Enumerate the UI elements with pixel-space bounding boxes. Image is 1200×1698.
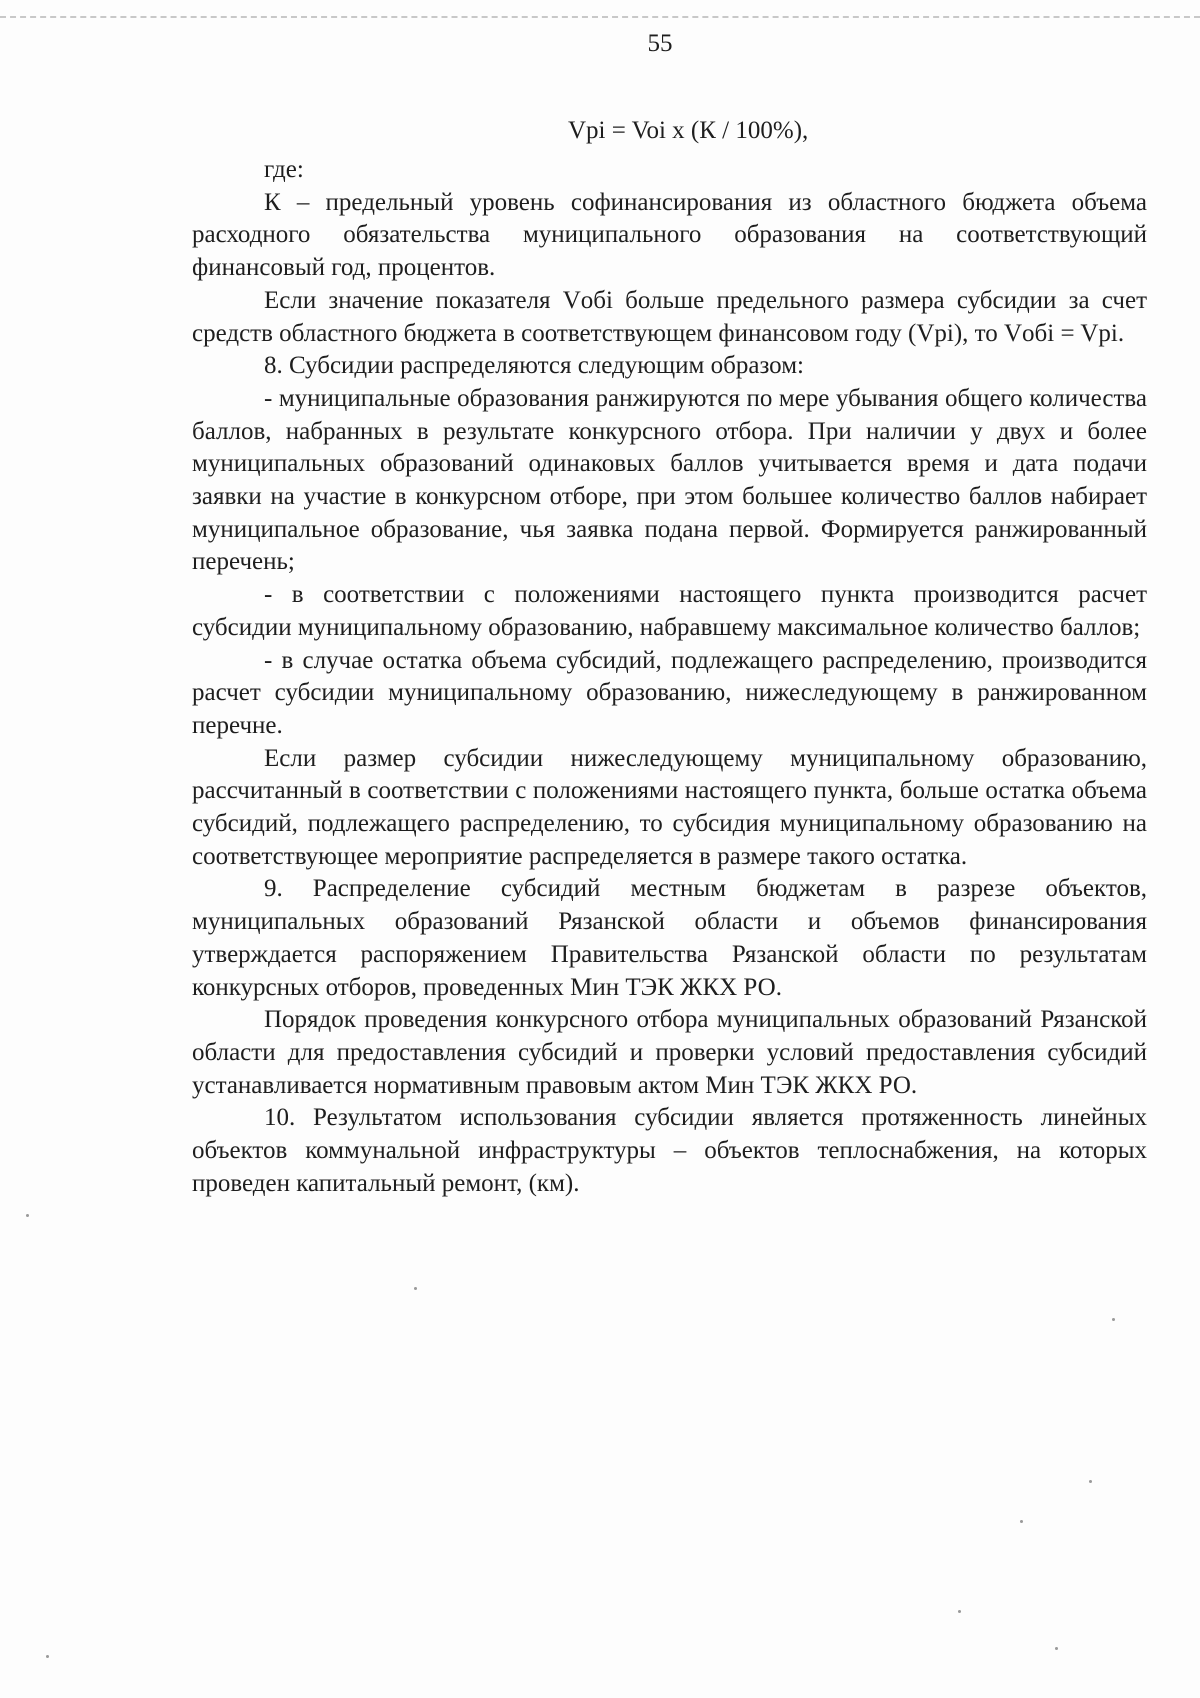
paragraph-item-9: 9. Распределение субсидий местным бюджетам в разрезе объектов, муниципальных образований Рязанской области и объемов финансирования утверждается распоряжением Правительства Рязанской области по результатам конкурсных отборов, проведенных Мин ТЭК ЖКХ РО. (192, 875, 1147, 1001)
paragraph-remainder-calculation: - в случае остатка объема субсидий, подлежащего распределению, производится расчет субсидии муниципальному образованию, нижеследующему в ранжированном перечне. (192, 646, 1147, 739)
paragraph-remainder-distribution: Если размер субсидии нижеследующему муниципальному образованию, рассчитанный в соответствии с положениями настоящего пункта, больше остатка объема субсидий, подлежащего распределению, то субсидия муниципальному образованию на соответствующее мероприятие распределяется в размере такого остатка. (192, 744, 1147, 870)
scan-speck (414, 1287, 417, 1290)
paragraph-item-8-heading: 8. Субсидии распределяются следующим образом: (264, 352, 804, 380)
scan-speck (1089, 1480, 1092, 1483)
scan-speck (1055, 1647, 1058, 1650)
paragraph-item-10: 10. Результатом использования субсидии является протяженность линейных объектов коммунальной инфраструктуры – объектов теплоснабжения, на которых проведен капитальный ремонт, (км). (192, 1104, 1147, 1197)
formula: Vpi = Voi x (К / 100%), (568, 117, 809, 144)
paragraph-vobi-condition: Если значение показателя Vобi больше предельного размера субсидии за счет средств областного бюджета в соответствующем финансовом году (Vpi), то Vобi = Vpi. (192, 286, 1147, 347)
paragraph-selection-procedure: Порядок проведения конкурсного отбора муниципальных образований Рязанской области для предоставления субсидий и проверки условий предоставления субсидий устанавливается нормативным правовым актом Мин ТЭК ЖКХ РО. (192, 1006, 1147, 1099)
paragraph-first-calculation: - в соответствии с положениями настоящего пункта производится расчет субсидии муниципальному образованию, набравшему максимальное количество баллов; (192, 581, 1147, 641)
scan-speck (26, 1214, 29, 1217)
paragraph-where: где: (264, 156, 304, 183)
paragraph-ranking-rule: - муниципальные образования ранжируются по мере убывания общего количества баллов, набранных в результате конкурсного отбора. При наличии у двух и более муниципальных образований одинаковых баллов учитывается время и дата подачи заявки на участие в конкурсном отборе, при этом большее количество баллов набирает муниципальное образование, чья заявка подана первой. Формируется ранжированный перечень; (192, 384, 1147, 576)
scan-speck (1112, 1318, 1115, 1321)
scan-top-edge (0, 16, 1200, 18)
paragraph-k-definition: К – предельный уровень софинансирования из областного бюджета объема расходного обязательства муниципального образования на соответствующий финансовый год, процентов. (192, 188, 1147, 282)
page-number: 55 (647, 30, 673, 57)
document-body (192, 154, 1147, 1201)
scan-speck (1020, 1520, 1023, 1523)
scan-speck (958, 1610, 961, 1613)
scan-speck (46, 1655, 49, 1658)
